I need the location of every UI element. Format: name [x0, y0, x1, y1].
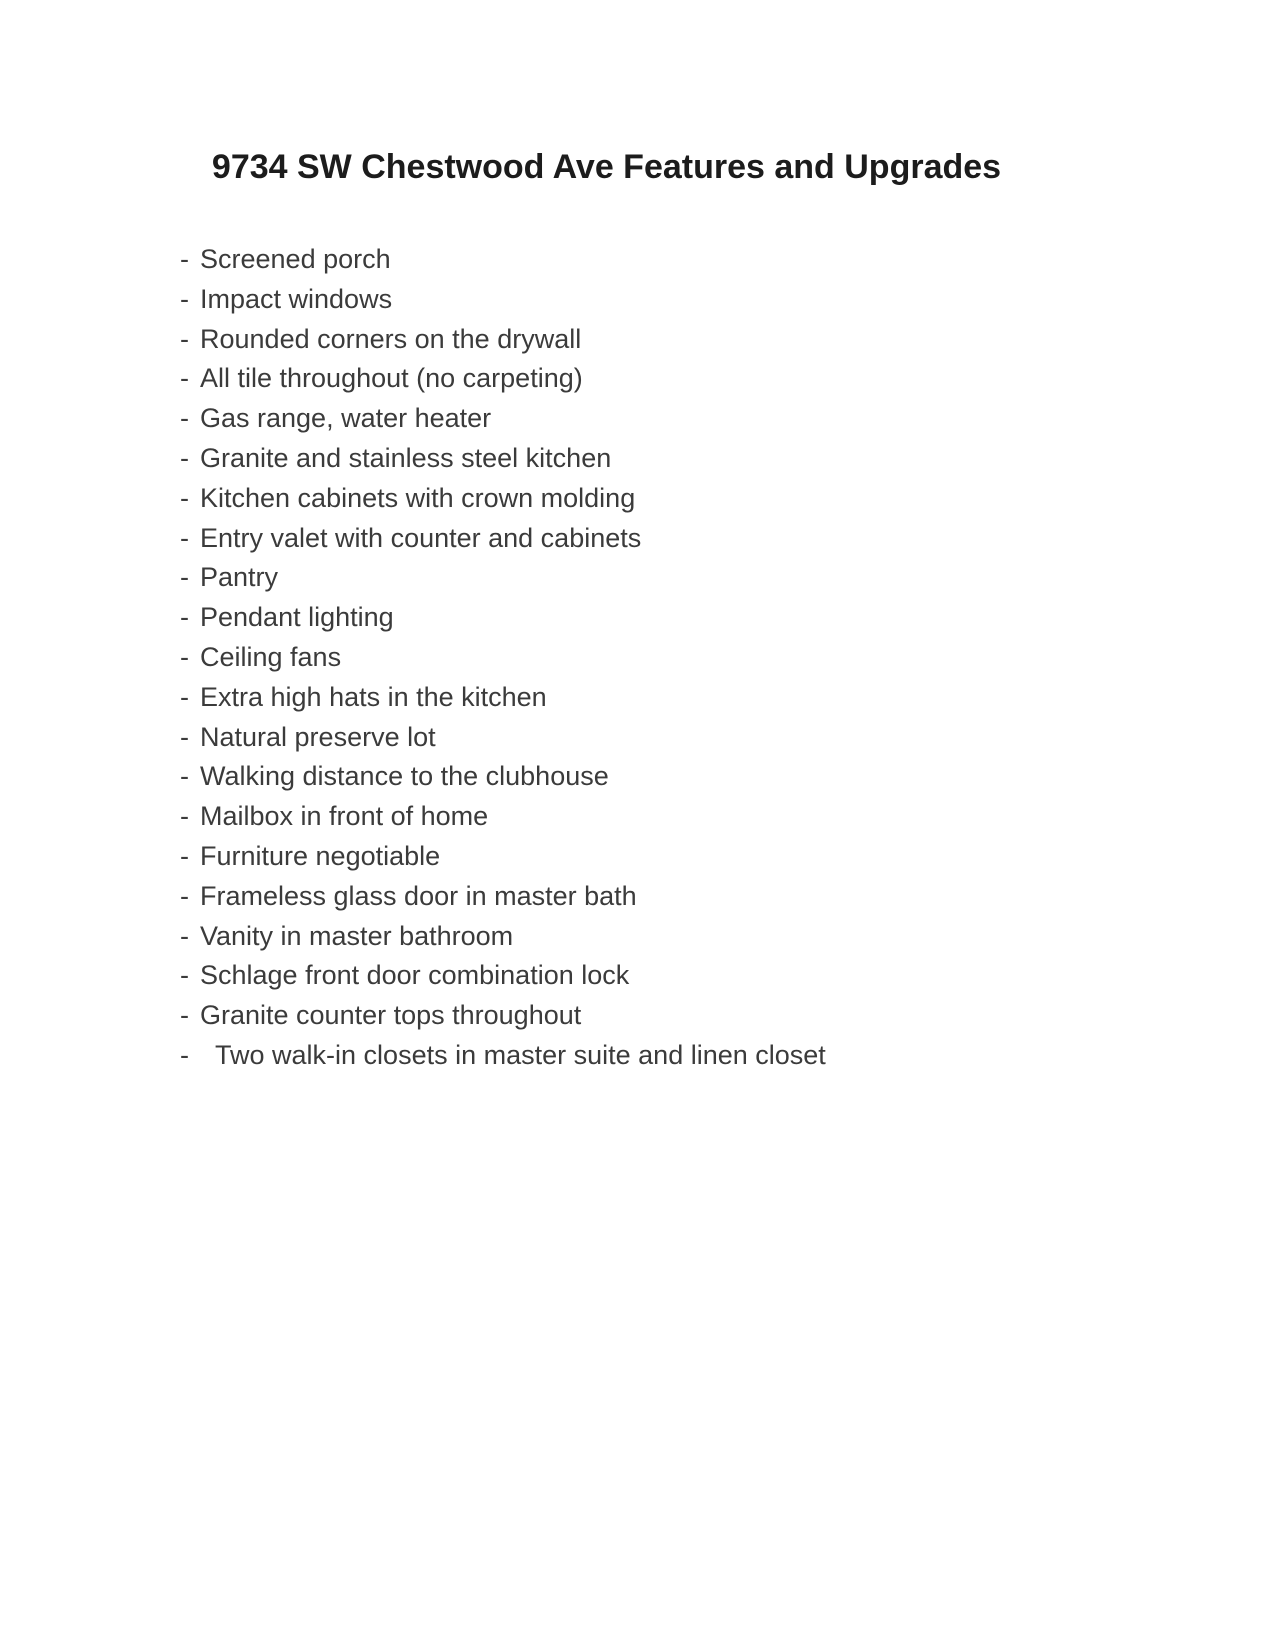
list-item: [180, 638, 1155, 678]
feature-text: Frameless glass door in master bath: [200, 880, 637, 911]
feature-text: Furniture negotiable: [200, 840, 441, 871]
list-item: [180, 1036, 1155, 1076]
feature-text: Rounded corners on the drywall: [200, 323, 582, 354]
bullet-dash: -: [180, 1039, 189, 1070]
page-title: 9734 SW Chestwood Ave Features and Upgrades: [211, 148, 1002, 186]
features-list: [180, 240, 1155, 1076]
list-item: [180, 519, 1155, 559]
list-item: [180, 956, 1155, 996]
bullet-dash: -: [180, 244, 189, 274]
bullet-dash: -: [180, 960, 189, 991]
feature-text: Natural preserve lot: [200, 721, 436, 752]
list-item: [180, 877, 1155, 917]
feature-text: Kitchen cabinets with crown molding: [200, 482, 636, 513]
feature-text: Pendant lighting: [200, 602, 394, 633]
feature-text: All tile throughout (no carpeting): [200, 363, 583, 394]
bullet-dash: -: [180, 562, 189, 593]
list-item: [180, 558, 1155, 598]
list-item: [180, 479, 1155, 519]
bullet-dash: -: [180, 442, 189, 473]
list-item: [180, 996, 1155, 1036]
bullet-dash: -: [180, 761, 189, 792]
feature-text: Vanity in master bathroom: [200, 920, 514, 951]
feature-text: Screened porch: [200, 244, 391, 274]
bullet-dash: -: [180, 602, 189, 633]
list-item: [180, 678, 1155, 718]
list-item: [180, 439, 1155, 479]
bullet-dash: -: [180, 641, 189, 672]
list-item: [180, 240, 1155, 280]
bullet-dash: -: [180, 283, 189, 314]
feature-text: Entry valet with counter and cabinets: [200, 522, 642, 553]
bullet-dash: -: [180, 1000, 189, 1031]
list-item: [180, 917, 1155, 957]
feature-text: Pantry: [200, 562, 279, 593]
bullet-dash: -: [180, 482, 189, 513]
feature-text: Granite and stainless steel kitchen: [200, 442, 612, 473]
feature-text: Ceiling fans: [200, 641, 342, 672]
list-item: [180, 320, 1155, 360]
feature-text: Granite counter tops throughout: [200, 1000, 582, 1031]
list-item: [180, 797, 1155, 837]
bullet-dash: -: [180, 363, 189, 394]
bullet-dash: -: [180, 801, 189, 832]
bullet-dash: -: [180, 840, 189, 871]
feature-text: Gas range, water heater: [200, 403, 492, 434]
list-item: [180, 598, 1155, 638]
feature-text: Schlage front door combination lock: [200, 960, 630, 991]
bullet-dash: -: [180, 323, 189, 354]
bullet-dash: -: [180, 522, 189, 553]
feature-text: Extra high hats in the kitchen: [200, 681, 547, 712]
feature-text: Two walk-in closets in master suite and linen closet: [200, 1039, 826, 1070]
feature-text: Impact windows: [200, 283, 393, 314]
list-item: [180, 757, 1155, 797]
bullet-dash: -: [180, 721, 189, 752]
list-item: [180, 718, 1155, 758]
list-item: [180, 399, 1155, 439]
list-item: [180, 359, 1155, 399]
feature-text: Mailbox in front of home: [200, 801, 489, 832]
list-item: [180, 837, 1155, 877]
bullet-dash: -: [180, 880, 189, 911]
list-item: [180, 280, 1155, 320]
bullet-dash: -: [180, 681, 189, 712]
feature-text: Walking distance to the clubhouse: [200, 761, 609, 792]
bullet-dash: -: [180, 403, 189, 434]
bullet-dash: -: [180, 920, 189, 951]
